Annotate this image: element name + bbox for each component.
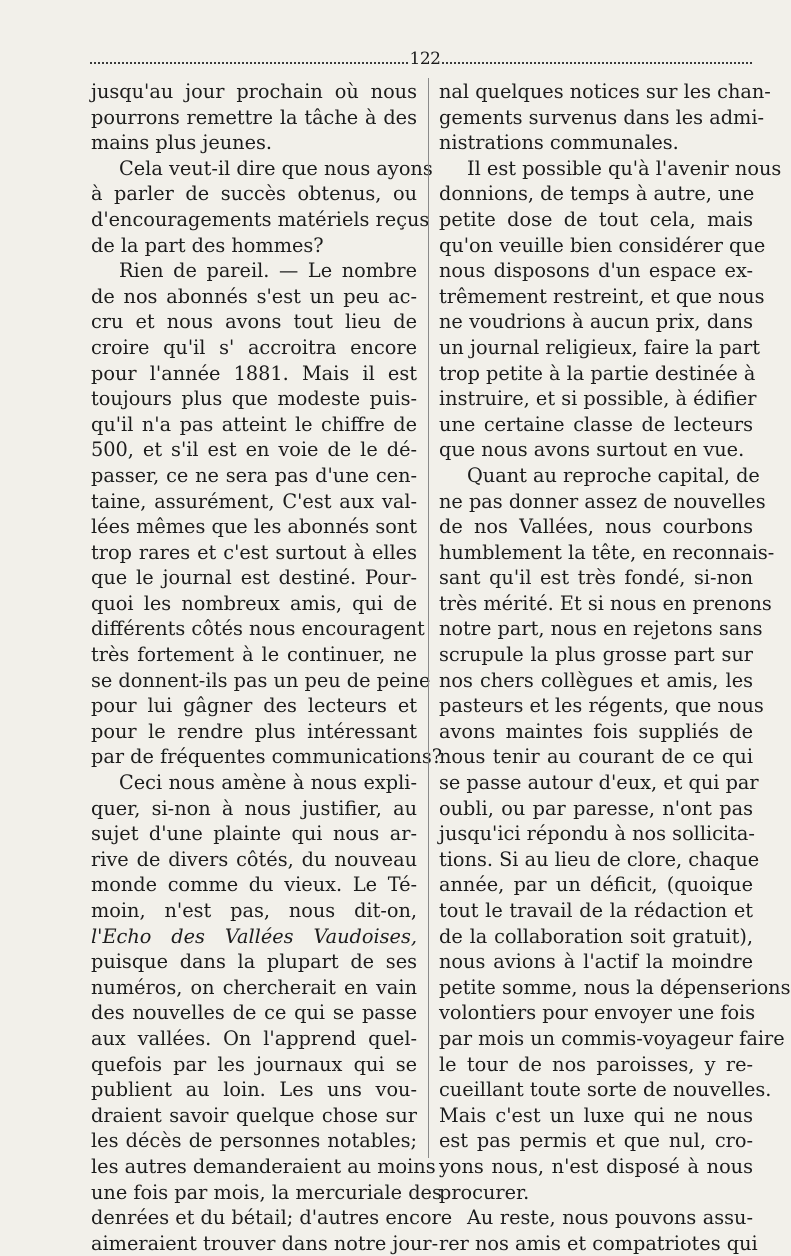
text-line: de la part des hommes?	[91, 233, 324, 257]
header-rule-left	[90, 62, 408, 64]
text-line: pasteurs et les régents, que nous	[439, 694, 764, 718]
text-line: une fois par mois, la mercuriale des	[91, 1180, 442, 1204]
text-line: oubli, ou par paresse, n'ont pas	[439, 796, 753, 820]
text-line: trêmement restreint, et que nous	[439, 284, 765, 308]
text-line: différents côtés nous encouragent	[91, 617, 425, 641]
text-line: petite dose de tout cela, mais	[439, 207, 753, 231]
left-column	[91, 79, 453, 1256]
text-line: jusqu'au jour prochain où nous	[91, 80, 417, 103]
text-line: nous disposons d'un espace ex-	[439, 259, 753, 283]
text-line: très fortement à le continuer, ne	[91, 643, 417, 667]
text-line: par mois un commis-voyageur faire	[439, 1026, 785, 1050]
text-line: croire qu'il s' accroitra encore	[91, 335, 417, 359]
page-header	[90, 48, 752, 72]
text-line: par de fréquentes communications?	[91, 745, 443, 769]
text-line: de nos abonnés s'est un peu ac-	[91, 284, 417, 308]
text-line: des nouvelles de ce qui se passe	[91, 1001, 417, 1025]
text-line: jusqu'ici répondu à nos sollicita-	[439, 822, 755, 846]
text-line: à parler de succès obtenus, ou	[91, 182, 417, 206]
text-line: donnions, de temps à autre, une	[439, 182, 755, 206]
text-line: passer, ce ne sera pas d'une cen-	[91, 463, 417, 487]
text-line: draient savoir quelque chose sur	[91, 1103, 417, 1127]
text-line: de nos Vallées, nous courbons	[439, 515, 753, 539]
text-line: quefois par les journaux qui se	[91, 1052, 417, 1076]
text-line: nos chers collègues et amis, les	[439, 668, 753, 692]
text-line: sant qu'il est très fondé, si-non	[439, 566, 753, 590]
column-divider	[428, 78, 429, 1158]
text-line: d'encouragements matériels reçus	[91, 207, 430, 231]
text-line: Il est possible qu'à l'avenir nous	[467, 156, 782, 180]
page-number: 122	[409, 49, 441, 69]
text-line: rer nos amis et compatriotes qui	[439, 1231, 758, 1255]
text-line: publient au loin. Les uns vou-	[91, 1078, 417, 1102]
text-line: pourrons remettre la tâche à des	[91, 105, 417, 129]
text-line: Ceci nous amène à nous expli-	[119, 771, 417, 795]
text-line: nal quelques notices sur les chan-	[439, 80, 771, 103]
text-line: Au reste, nous pouvons assu-	[467, 1206, 753, 1230]
text-line: nous tenir au courant de ce qui	[439, 745, 753, 769]
text-line: l'Echo des Vallées Vaudoises,	[91, 924, 417, 948]
text-line: Rien de pareil. — Le nombre	[119, 259, 417, 283]
text-line: pour lui gâgner des lecteurs et	[91, 694, 417, 718]
text-line: volontiers pour envoyer une fois	[439, 1001, 756, 1025]
text-line: Mais c'est un luxe qui ne nous	[439, 1103, 753, 1127]
text-line: est pas permis et que nul, cro-	[439, 1129, 753, 1153]
text-line: que nous avons surtout en vue.	[439, 438, 745, 462]
text-line: trop petite à la partie destinée à	[439, 361, 756, 385]
text-line: aimeraient trouver dans notre jour-	[91, 1231, 439, 1255]
text-line: rive de divers côtés, du nouveau	[91, 847, 417, 871]
text-line: Cela veut-il dire que nous ayons	[119, 156, 433, 180]
text-line: yons nous, n'est disposé à nous	[439, 1154, 753, 1178]
text-line: scrupule la plus grosse part sur	[439, 643, 753, 667]
text-line: numéros, on chercherait en vain	[91, 975, 417, 999]
header-rule-right	[442, 62, 752, 64]
text-line: ne pas donner assez de nouvelles	[439, 489, 766, 513]
text-line: les autres demanderaient au moins	[91, 1154, 436, 1178]
text-line: quoi les nombreux amis, qui de	[91, 591, 417, 615]
text-line: se donnent-ils pas un peu de peine	[91, 668, 431, 692]
text-line: puisque dans la plupart de ses	[91, 950, 417, 974]
text-line: pour l'année 1881. Mais il est	[91, 361, 417, 385]
text-line: sujet d'une plainte qui nous ar-	[91, 822, 417, 846]
text-line: avons maintes fois suppliés de	[439, 719, 753, 743]
text-line: ne voudrions à aucun prix, dans	[439, 310, 753, 334]
right-column	[439, 79, 791, 1256]
text-line: pour le rendre plus intéressant	[91, 719, 417, 743]
text-line: très mérité. Et si nous en prenons	[439, 591, 772, 615]
text-line: nistrations communales.	[439, 131, 679, 155]
text-line: toujours plus que modeste puis-	[91, 387, 417, 411]
text-line: trop rares et c'est surtout à elles	[91, 540, 417, 564]
text-line: les décès de personnes notables;	[91, 1129, 417, 1153]
text-line: Quant au reproche capital, de	[467, 463, 760, 487]
text-line: cueillant toute sorte de nouvelles.	[439, 1078, 772, 1102]
text-line: taine, assurément, C'est aux val-	[91, 489, 417, 513]
text-line: tions. Si au lieu de clore, chaque	[439, 847, 760, 871]
text-line: de la collaboration soit gratuit),	[439, 924, 753, 948]
text-line: nous avions à l'actif la moindre	[439, 950, 753, 974]
text-line: tout le travail de la rédaction et	[439, 899, 753, 922]
text-line: monde comme du vieux. Le Té-	[91, 873, 417, 897]
text-line: que le journal est destiné. Pour-	[91, 566, 417, 590]
text-line: humblement la tête, en reconnais-	[439, 540, 775, 564]
text-line: lées mêmes que les abonnés sont	[91, 515, 417, 539]
text-line: quer, si-non à nous justifier, au	[91, 796, 417, 820]
text-line: cru et nous avons tout lieu de	[91, 310, 417, 334]
text-line: qu'on veuille bien considérer que	[439, 233, 766, 257]
text-line: mains plus jeunes.	[91, 131, 272, 155]
text-line: gements survenus dans les admi-	[439, 105, 765, 129]
text-line: qu'il n'a pas atteint le chiffre de	[91, 412, 417, 436]
text-line: notre part, nous en rejetons sans	[439, 617, 763, 641]
text-line: un journal religieux, faire la part	[439, 335, 760, 359]
text-line: petite somme, nous la dépenserions	[439, 975, 791, 999]
text-line: 500, et s'il est en voie de le dé-	[91, 438, 417, 462]
text-line: aux vallées. On l'apprend quel-	[91, 1026, 417, 1050]
text-line: une certaine classe de lecteurs	[439, 412, 753, 436]
text-line: instruire, et si possible, à édifier	[439, 387, 757, 411]
text-line: se passe autour d'eux, et qui par	[439, 771, 759, 795]
text-line: denrées et du bétail; d'autres encore	[91, 1206, 453, 1230]
text-line: année, par un déficit, (quoique	[439, 873, 753, 897]
text-line: le tour de nos paroisses, y re-	[439, 1052, 753, 1076]
text-line: moin, n'est pas, nous dit-on,	[91, 899, 417, 922]
text-line: procurer.	[439, 1180, 530, 1204]
